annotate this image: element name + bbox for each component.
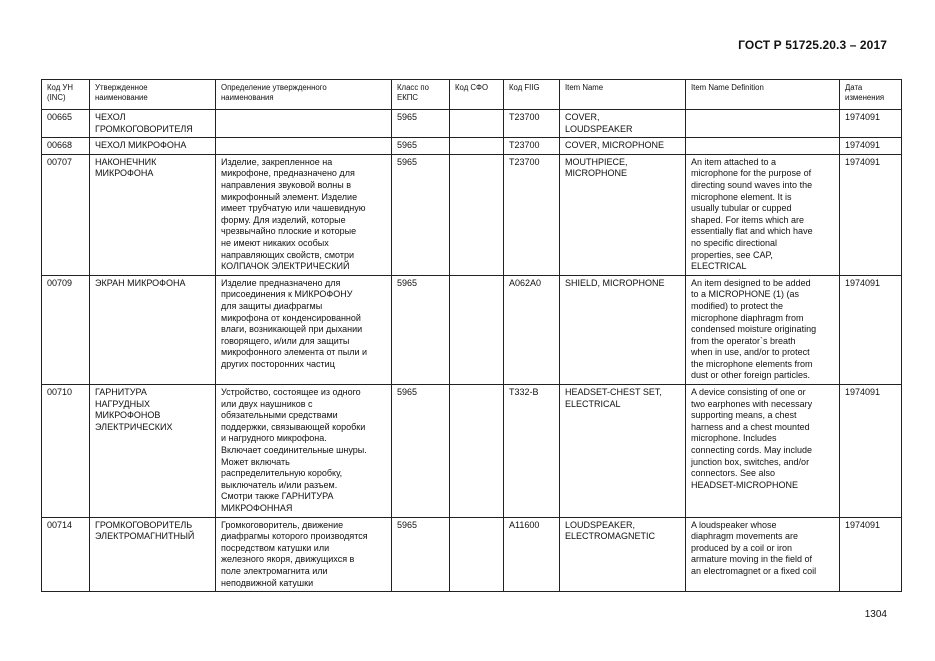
cell-item-definition: An item attached to a microphone for the purpose of directing sound waves into the microphone element. It is usually tubular or cupped shaped. For items which are essentially flat and which have no specific directional properties, see CAP, ELECTRICAL: [686, 154, 840, 275]
cell-change-date: 1974091: [840, 110, 902, 138]
table-row: [42, 110, 902, 138]
table-header-row: [42, 80, 902, 110]
cell-fiig: T23700: [504, 154, 560, 275]
cell-item-name: MOUTHPIECE, MICROPHONE: [560, 154, 686, 275]
cell-fiig: T23700: [504, 138, 560, 155]
cell-change-date: 1974091: [840, 385, 902, 518]
cell-sfo: [450, 385, 504, 518]
cell-approved-name: ГАРНИТУРА НАГРУДНЫХ МИКРОФОНОВ ЭЛЕКТРИЧЕСКИХ: [90, 385, 216, 518]
cell-class: 5965: [392, 154, 450, 275]
cell-change-date: 1974091: [840, 275, 902, 384]
cell-inc: 00668: [42, 138, 90, 155]
column-header-approved-name: Утвержденное наименование: [90, 80, 216, 110]
cell-approved-name: ГРОМКОГОВОРИТЕЛЬ ЭЛЕКТРОМАГНИТНЫЙ: [90, 517, 216, 592]
catalog-table: [41, 79, 902, 592]
table-row: [42, 275, 902, 384]
column-header-approved-definition: Определение утвержденного наименования: [216, 80, 392, 110]
column-header-item-name-definition: Item Name Definition: [686, 80, 840, 110]
cell-approved-name: ЧЕХОЛ МИКРОФОНА: [90, 138, 216, 155]
column-header-fiig: Код FIIG: [504, 80, 560, 110]
cell-approved-definition: Устройство, состоящее из одного или двух наушников с обязательными средствами поддержки, связывающей коробки и нагрудного микрофона. Включает соединительные шнуры. Может включать распределительную коробку, выключатель и/или разъем. Смотри также ГАРНИТУРА МИКРОФОННАЯ: [216, 385, 392, 518]
column-header-inc: Код УН (INC): [42, 80, 90, 110]
cell-approved-definition: [216, 110, 392, 138]
cell-change-date: 1974091: [840, 154, 902, 275]
table-row: [42, 138, 902, 155]
cell-change-date: 1974091: [840, 517, 902, 592]
cell-sfo: [450, 517, 504, 592]
cell-inc: 00665: [42, 110, 90, 138]
cell-change-date: 1974091: [840, 138, 902, 155]
cell-item-definition: A loudspeaker whose diaphragm movements are produced by a coil or iron armature moving in the field of an electromagnet or a fixed coil: [686, 517, 840, 592]
cell-class: 5965: [392, 385, 450, 518]
cell-class: 5965: [392, 138, 450, 155]
cell-item-name: COVER, MICROPHONE: [560, 138, 686, 155]
cell-sfo: [450, 154, 504, 275]
cell-class: 5965: [392, 275, 450, 384]
cell-sfo: [450, 110, 504, 138]
cell-sfo: [450, 138, 504, 155]
cell-sfo: [450, 275, 504, 384]
cell-fiig: T23700: [504, 110, 560, 138]
column-header-change-date: Дата изменения: [840, 80, 902, 110]
table-row: [42, 154, 902, 275]
cell-fiig: A11600: [504, 517, 560, 592]
table-row: [42, 385, 902, 518]
document-header-standard: ГОСТ Р 51725.20.3 – 2017: [738, 38, 887, 52]
column-header-sfo: Код СФО: [450, 80, 504, 110]
cell-item-definition: A device consisting of one or two earphones with necessary supporting means, a chest harness and a chest mounted microphone. Includes connecting cords. May include junction box, switches, and/or connectors. See also HEADSET-MICROPHONE: [686, 385, 840, 518]
cell-approved-definition: Изделие предназначено для присоединения к МИКРОФОНУ для защиты диафрагмы микрофона от конденсированной влаги, возникающей при дыхании говорящего, и/или для защиты микрофонного элемента от пыли и других посторонних частиц: [216, 275, 392, 384]
cell-inc: 00710: [42, 385, 90, 518]
cell-inc: 00714: [42, 517, 90, 592]
cell-fiig: A062A0: [504, 275, 560, 384]
cell-inc: 00709: [42, 275, 90, 384]
cell-fiig: T332-B: [504, 385, 560, 518]
table-row: [42, 517, 902, 592]
column-header-item-name: Item Name: [560, 80, 686, 110]
cell-approved-definition: Громкоговоритель, движение диафрагмы которого производятся посредством катушки или железного якоря, движущихся в поле электромагнита или неподвижной катушки: [216, 517, 392, 592]
column-header-class: Класс по ЕКПС: [392, 80, 450, 110]
cell-item-name: HEADSET-CHEST SET, ELECTRICAL: [560, 385, 686, 518]
cell-item-name: COVER, LOUDSPEAKER: [560, 110, 686, 138]
cell-item-definition: [686, 110, 840, 138]
cell-approved-name: ЭКРАН МИКРОФОНА: [90, 275, 216, 384]
cell-class: 5965: [392, 110, 450, 138]
cell-approved-definition: [216, 138, 392, 155]
cell-item-name: SHIELD, MICROPHONE: [560, 275, 686, 384]
cell-approved-name: ЧЕХОЛ ГРОМКОГОВОРИТЕЛЯ: [90, 110, 216, 138]
cell-approved-definition: Изделие, закрепленное на микрофоне, предназначено для направления звуковой волны в микрофонный элемент. Изделие имеет трубчатую или чашевидную форму. Для изделий, которые чрезвычайно плоские и которые не имеют никаких особых направляющих свойств, смотри КОЛПАЧОК ЭЛЕКТРИЧЕСКИЙ: [216, 154, 392, 275]
cell-item-definition: An item designed to be added to a MICROPHONE (1) (as modified) to protect the microphone diaphragm from condensed moisture originating from the operator`s breath when in use, and/or to protect the microphone elements from dust or other foreign particles.: [686, 275, 840, 384]
cell-item-definition: [686, 138, 840, 155]
cell-inc: 00707: [42, 154, 90, 275]
cell-approved-name: НАКОНЕЧНИК МИКРОФОНА: [90, 154, 216, 275]
cell-item-name: LOUDSPEAKER, ELECTROMAGNETIC: [560, 517, 686, 592]
page-number: 1304: [864, 609, 887, 620]
cell-class: 5965: [392, 517, 450, 592]
